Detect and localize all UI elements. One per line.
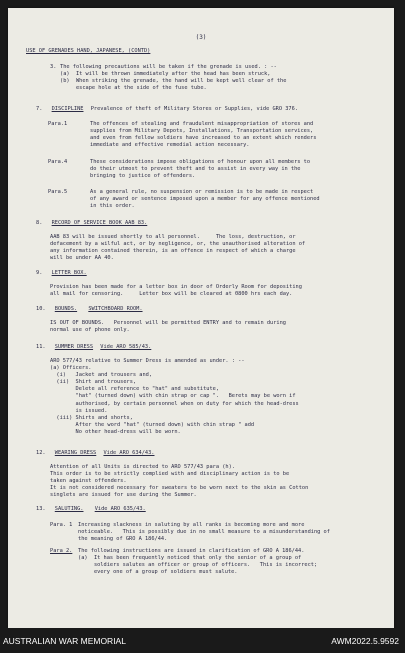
item-10-line: IS OUT OF BOUNDS. Personnel will be permitted ENTRY and to remain during bbox=[50, 320, 286, 326]
item-11-subtitle: Vide ARO 585/43. bbox=[100, 344, 152, 350]
item-7-subtitle: Prevalence of theft of Military Stores or Supplies, vide GRO 376. bbox=[90, 106, 298, 112]
item-8-body bbox=[50, 234, 305, 262]
para-line: soldiers salutes an officer or group of officers. This is incorrect; bbox=[78, 562, 318, 569]
item-11-number: 11. bbox=[36, 344, 46, 350]
para-line: (a) It has been frequently noticed that only the senior of a group of bbox=[78, 555, 302, 562]
item-7-title-row bbox=[36, 106, 298, 113]
item-12-number: 12. bbox=[36, 450, 46, 456]
para-label: Para.4 bbox=[48, 159, 68, 165]
para-line: These considerations impose obligations of honour upon all members to bbox=[90, 159, 311, 165]
para-line: immediate and effective remedial action necessary. bbox=[90, 142, 250, 149]
item-7-para-5 bbox=[48, 189, 320, 210]
item-3-line: (a) It will be thrown immediately after the head has been struck, bbox=[60, 71, 271, 78]
item-7-para-4 bbox=[48, 159, 310, 180]
item-11-line: Delete all reference to "hat" and substitute, bbox=[50, 386, 220, 393]
item-13-subtitle: Vide ARO 635/43. bbox=[94, 506, 146, 512]
para-label: Para.5 bbox=[48, 189, 68, 195]
footer-bar bbox=[0, 628, 405, 653]
item-9-title: LETTER BOX. bbox=[51, 270, 87, 276]
item-11-line: authorised, by certain personnel when on duty for which the head-dress bbox=[50, 400, 299, 407]
item-11-line: (iii) Shirts and shorts, bbox=[50, 414, 133, 421]
item-13-number: 13. bbox=[36, 506, 46, 512]
item-9-title-row bbox=[36, 270, 87, 277]
item-8-line: will be under AA 40. bbox=[50, 255, 114, 262]
item-11-line: ARO 577/43 relative to Summer Dress is amended as under. : -- bbox=[50, 358, 245, 364]
para-label: Para.1 bbox=[48, 121, 68, 127]
item-9-line: all mail for censoring. Letter box will be cleared at 0800 hrs each day. bbox=[50, 291, 293, 298]
item-12-line: Attention of all Units is directed to ARO 577/43 para (h). bbox=[50, 464, 235, 470]
item-11-title: SUMMER DRESS bbox=[54, 344, 94, 350]
item-11-line: (i) Jacket and trousers and, bbox=[50, 372, 153, 379]
item-12-title: WEARING DRESS bbox=[54, 450, 97, 456]
para-line: As a general rule, no suspension or remission is to be made in respect bbox=[90, 189, 314, 195]
item-8-line: defacement by a wilful act, or by negligence, or, the unauthorised alteration of bbox=[50, 241, 306, 248]
item-11-line: No other head-dress will be worn. bbox=[50, 428, 181, 435]
para-label: Para. 1 bbox=[50, 522, 73, 528]
document-page bbox=[8, 8, 394, 628]
footer-institution: AUSTRALIAN WAR MEMORIAL bbox=[3, 636, 126, 646]
item-11-line: is issued. bbox=[50, 407, 108, 414]
item-3-line: escape hole at the side of the fuse tube. bbox=[60, 85, 207, 92]
para-line: bringing to justice of offenders. bbox=[90, 173, 196, 180]
para-line: Increasing slackness in saluting by all ranks is becoming more and more bbox=[78, 522, 305, 528]
para-line: do their utmost to prevent theft and to assist in every way in the bbox=[90, 166, 301, 173]
item-11-line: "hat" (turned down) with chin strap or cap ". Berets may be worn if bbox=[50, 393, 296, 400]
item-13-para-2 bbox=[50, 548, 317, 576]
item-8-line: any information contained therein, is an offence in respect of which a charge bbox=[50, 248, 296, 255]
item-3-line: The following precautions will be taken if the grenade is used. : -- bbox=[60, 64, 277, 70]
item-12-body bbox=[50, 464, 308, 499]
item-9-line: Provision has been made for a letter box in door of Orderly Room for depositing bbox=[50, 284, 302, 290]
para-line: supplies from Military Depots, Installations, Transportation services, bbox=[90, 128, 314, 135]
item-12-subtitle: Vide ARO 634/43. bbox=[103, 450, 155, 456]
item-11-title-row bbox=[36, 344, 151, 351]
item-3 bbox=[50, 64, 287, 92]
item-10-body bbox=[50, 320, 286, 334]
item-8-number: 8. bbox=[36, 220, 43, 226]
item-8-title: RECORD OF SERVICE BOOK AAB 83. bbox=[51, 220, 148, 226]
item-10-title: BOUNDS. bbox=[54, 306, 78, 312]
item-3-line: (b) When striking the grenade, the hand will be kept well clear of the bbox=[60, 78, 287, 85]
para-line: The offences of stealing and fraudulent misappropriation of stores and bbox=[90, 121, 314, 127]
item-7-title: DISCIPLINE bbox=[51, 106, 84, 112]
item-3-number: 3. bbox=[50, 64, 57, 70]
para-line: The following instructions are issued in clarification of GRO A 186/44. bbox=[78, 548, 305, 554]
item-7-para-1 bbox=[48, 121, 316, 149]
item-12-line: This order is to be strictly complied with and disciplinary action is to be bbox=[50, 471, 290, 478]
item-11-line: (a) Officers. bbox=[50, 365, 92, 372]
item-13-para-1 bbox=[50, 522, 330, 543]
item-13-title-row bbox=[36, 506, 146, 513]
item-8-title-row bbox=[36, 220, 147, 227]
item-9-number: 9. bbox=[36, 270, 43, 276]
item-10-title-row bbox=[36, 306, 143, 313]
footer-accession-number: AWM2022.5.9592 bbox=[331, 636, 399, 646]
para-line: of any award or sentence imposed upon a member for any offence mentioned bbox=[90, 196, 320, 203]
document-heading: USE OF GRENADES HAND, JAPANESE, (CONTD) bbox=[26, 48, 151, 54]
para-line: every one of a group of soldiers must salute. bbox=[78, 569, 238, 576]
para-line: in this order. bbox=[90, 203, 135, 210]
item-8-line: AAB 83 will be issued shortly to all personnel. The loss, destruction, or bbox=[50, 234, 296, 240]
item-12-line: singlets are issued for use during the Summer. bbox=[50, 492, 197, 499]
item-11-body bbox=[50, 358, 299, 436]
item-10-number: 10. bbox=[36, 306, 46, 312]
item-12-title-row bbox=[36, 450, 154, 457]
para-line: the meaning of GRO A 186/44. bbox=[78, 536, 168, 543]
item-11-line: After the word "hat" (turned down) with chin strap " add bbox=[50, 421, 255, 428]
para-label: Para 2. bbox=[50, 548, 73, 554]
item-10-subtitle: SWITCHBOARD ROOM. bbox=[88, 306, 143, 312]
page-number: (3) bbox=[195, 34, 207, 41]
item-12-line: taken against offenders. bbox=[50, 478, 127, 485]
item-9-body bbox=[50, 284, 302, 298]
item-12-line: It is not considered necessary for sweaters to be worn next to the skin as Cotton bbox=[50, 485, 309, 492]
item-11-line: (ii) Shirt and trousers, bbox=[50, 379, 137, 386]
item-13-title: SALUTING. bbox=[54, 506, 84, 512]
item-10-line: normal use of phone only. bbox=[50, 327, 130, 334]
para-line: and even from fellow soldiers have increased to an extent which renders bbox=[90, 135, 317, 142]
para-line: noticeable. This is possibly due in no small measure to a misunderstanding of bbox=[78, 529, 330, 536]
item-7-number: 7. bbox=[36, 106, 43, 112]
